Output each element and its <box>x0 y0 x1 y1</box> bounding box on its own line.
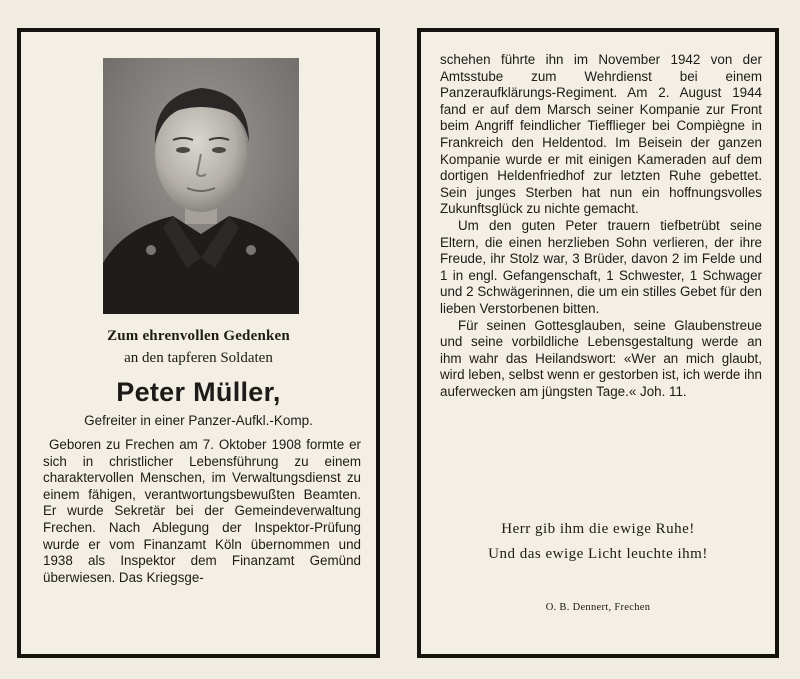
dedication-line-1: Zum ehrenvollen Gedenken <box>107 328 290 344</box>
deceased-name: Peter Müller, <box>116 377 281 407</box>
military-rank: Gefreiter in einer Panzer-Aufkl.-Komp. <box>84 413 313 428</box>
printer-imprint: O. B. Dennert, Frechen <box>545 602 651 613</box>
memorial-text <box>440 52 762 400</box>
dedication-line-2: an den tapferen Soldaten <box>124 350 273 366</box>
prayer-line-1: Herr gib ihm die ewige Ruhe! <box>501 521 695 537</box>
left-card <box>17 28 380 658</box>
portrait-photo <box>103 58 299 314</box>
biography-continuation: schehen führte ihn im November 1942 von der Amtsstube zum Wehrdienst bei einem Panzeraufklärungs-Regiment. Am 2. August 1944 fand er auf dem Marsch seiner Kompanie zur Front beim Angriff feindlicher Tiefflieger bei Compiègne in Frankreich den Heldentod. Im Beisein der ganzen Kompanie wurde er mit einigen Kameraden auf dem dortigen Heldenfriedhof zur letzten Ruhe gebettet. Sein junges Sterben hat nun ein hoffnungsvolles Zukunftsglück zu nichte gemacht. <box>440 52 762 217</box>
scripture-paragraph: Für seinen Gottesglauben, seine Glaubenstreue und seine vorbildliche Lebensgestaltung werde an ihm wahr das Heilandswort: «Wer an mich glaubt, wird leben, selbst wenn er gestorben ist, ich werde ihn auferwecken am jüngsten Tage.« Joh. 11. <box>440 317 762 399</box>
portrait-image <box>103 58 299 314</box>
biography-text: Geboren zu Frechen am 7. Oktober 1908 formte er sich in christlicher Lebensführung zu einem charaktervollen Menschen, im Verwaltungsdienst zu einem fähigen, verantwortungsbewußten Beamten. Er wurde Sekretär bei der Gemeindeverwaltung Frechen. Nach Ablegung der Inspektor-Prüfung wurde er vom Finanzamt Köln übernommen und 1938 als Inspektor dem Finanzamt Gemünd überwiesen. Das Kriegsge- <box>43 437 361 585</box>
right-card <box>417 28 779 658</box>
mourners-paragraph: Um den guten Peter trauern tiefbetrübt seine Eltern, die einen herzlieben Sohn verlieren, der ihre Freude, ihr Stolz war, 3 Brüder, davon 2 im Felde und 1 in engl. Gefangenschaft, 1 Schwester, 1 Schwager und 2 Schwägerinnen, die um ein stilles Gebet für den lieben Verstorbenen bitten. <box>440 217 762 316</box>
prayer-line-2: Und das ewige Licht leuchte ihm! <box>488 546 708 562</box>
